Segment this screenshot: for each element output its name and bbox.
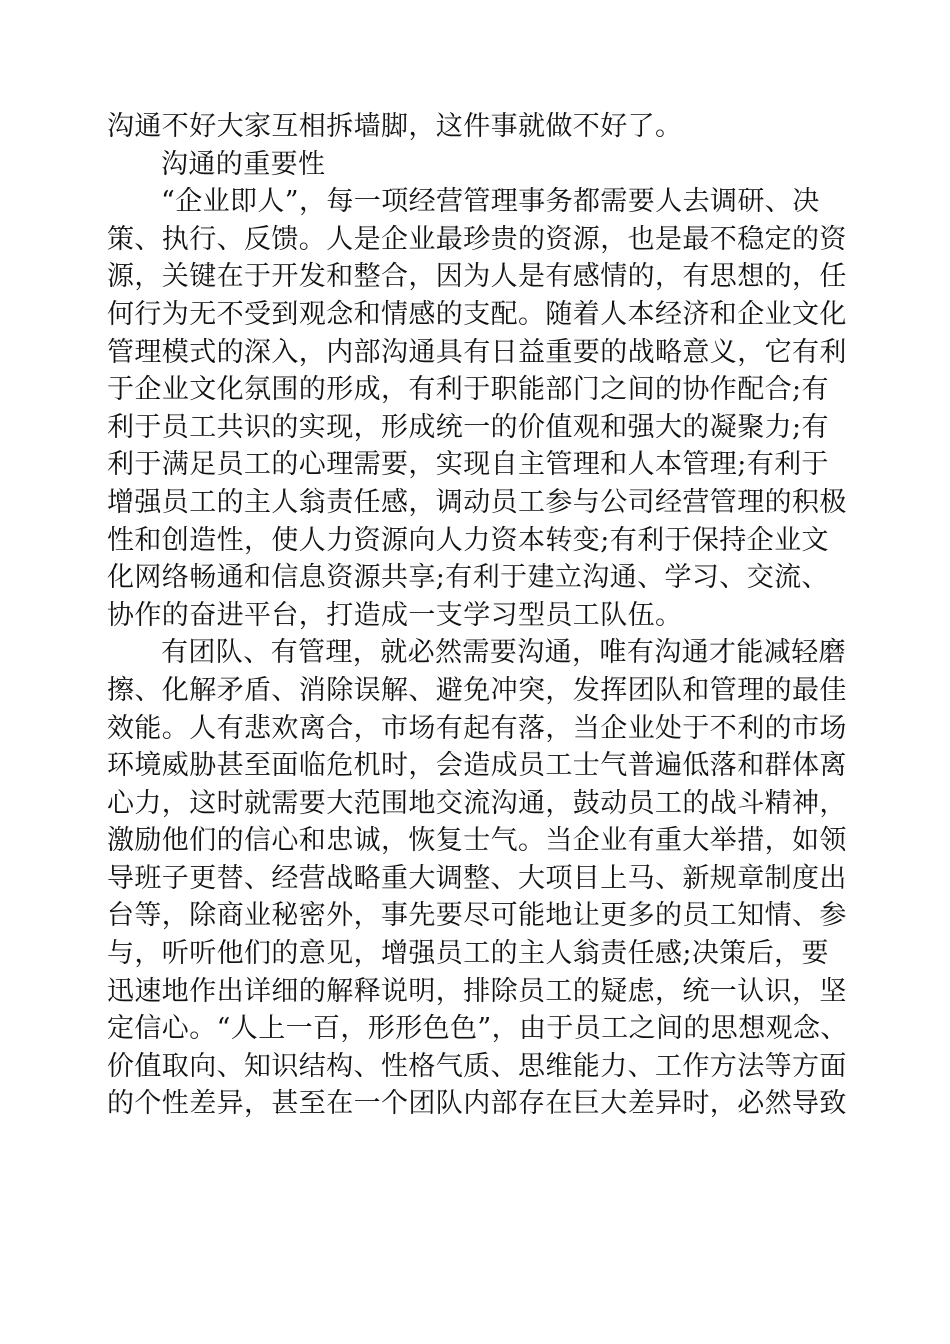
paragraph-line: 心力，这时就需要大范围地交流沟通，鼓动员工的战斗精神，	[107, 787, 847, 819]
paragraph-line: 利于满足员工的心理需要，实现自主管理和人本管理;有利于	[107, 449, 829, 481]
paragraph-line: 台等，除商业秘密外，事先要尽可能地让更多的员工知情、参	[107, 900, 847, 932]
paragraph-line: 价值取向、知识结构、性格气质、思维能力、工作方法等方面	[107, 1050, 847, 1082]
paragraph-line: 协作的奋进平台，打造成一支学习型员工队伍。	[107, 599, 683, 631]
paragraph-line: 迅速地作出详细的解释说明，排除员工的疑虑，统一认识，坚	[107, 975, 847, 1007]
paragraph-line: 化网络畅通和信息资源共享;有利于建立沟通、学习、交流、	[107, 562, 829, 594]
paragraph-line: 增强员工的主人翁责任感，调动员工参与公司经营管理的积极	[107, 486, 847, 518]
paragraph-line: 性和创造性，使人力资源向人力资本转变;有利于保持企业文	[107, 524, 829, 556]
paragraph-line: 激励他们的信心和忠诚，恢复士气。当企业有重大举措，如领	[107, 825, 847, 857]
paragraph-line: 擦、化解矛盾、消除误解、避免冲突，发挥团队和管理的最佳	[107, 674, 847, 706]
section-heading: 沟通的重要性	[161, 148, 326, 180]
paragraph-line: 策、执行、反馈。人是企业最珍贵的资源，也是最不稳定的资	[107, 223, 847, 255]
paragraph-line: 有团队、有管理，就必然需要沟通，唯有沟通才能减轻磨	[161, 637, 846, 669]
paragraph-line: 环境威胁甚至面临危机时，会造成员工士气普遍低落和群体离	[107, 750, 847, 782]
paragraph-line: 的个性差异，甚至在一个团队内部存在巨大差异时，必然导致	[107, 1088, 847, 1120]
paragraph-line: 定信心。“人上一百，形形色色”，由于员工之间的思想观念、	[107, 1013, 848, 1045]
paragraph-line: 源，关键在于开发和整合，因为人是有感情的，有思想的，任	[107, 261, 847, 293]
paragraph-line: 导班子更替、经营战略重大调整、大项目上马、新规章制度出	[107, 862, 847, 894]
paragraph-line: 利于员工共识的实现，形成统一的价值观和强大的凝聚力;有	[107, 411, 829, 443]
paragraph-line: 管理模式的深入，内部沟通具有日益重要的战略意义，它有利	[107, 336, 847, 368]
paragraph-line: “企业即人”，每一项经营管理事务都需要人去调研、决	[161, 186, 820, 218]
paragraph-line: 效能。人有悲欢离合，市场有起有落，当企业处于不利的市场	[107, 712, 847, 744]
paragraph-line: 何行为无不受到观念和情感的支配。随着人本经济和企业文化	[107, 298, 847, 330]
paragraph-line: 于企业文化氛围的形成，有利于职能部门之间的协作配合;有	[107, 374, 829, 406]
paragraph-line: 与，听听他们的意见，增强员工的主人翁责任感;决策后，要	[107, 938, 829, 970]
paragraph-line: 沟通不好大家互相拆墙脚，这件事就做不好了。	[107, 111, 683, 142]
document-body	[107, 108, 849, 1123]
